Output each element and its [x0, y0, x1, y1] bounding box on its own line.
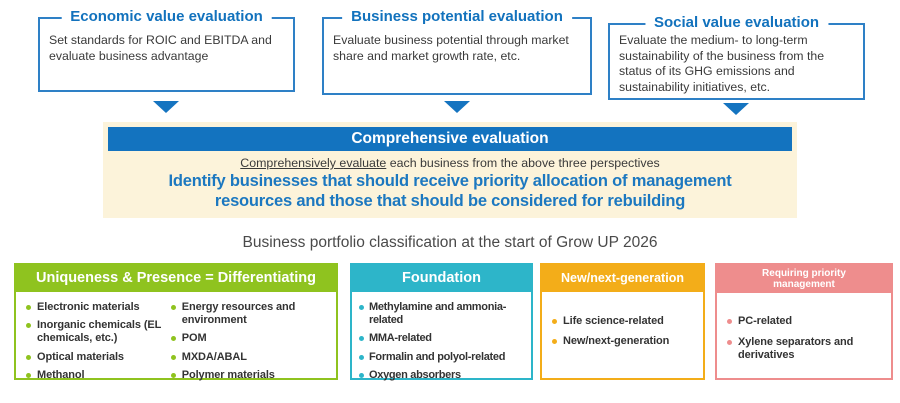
category-item: [727, 315, 887, 328]
category-item-label: Methylamine and ammonia-related: [369, 301, 507, 327]
category-item: [26, 351, 171, 364]
category-item-label: Oxygen absorbers: [369, 368, 461, 381]
bullet-icon: [171, 336, 176, 341]
category-item: [26, 369, 171, 382]
category-item: [359, 332, 529, 345]
category-differentiating-header: Uniqueness & Presence = Differentiating: [16, 265, 336, 292]
category-item: [171, 301, 334, 327]
economic-value-box: [38, 8, 295, 92]
comprehensive-header-bar: Comprehensive evaluation: [108, 127, 792, 151]
category-item-label: Polymer materials: [181, 368, 275, 381]
bullet-icon: [552, 339, 557, 344]
down-arrow-icon: [723, 103, 749, 115]
business-potential-box: [322, 8, 592, 95]
business-potential-title: Business potential evaluation: [342, 8, 572, 25]
comprehensive-subtitle-underlined: Comprehensively evaluate: [240, 156, 387, 170]
differentiating-column-2: [171, 301, 334, 387]
bullet-icon: [26, 355, 31, 360]
comprehensive-highlight-line1: Identify businesses that should receive priority allocation of management: [168, 172, 732, 190]
comprehensive-subtitle-rest: each business from the above three perspectives: [386, 156, 660, 170]
social-value-body: Evaluate the medium- to long-term sustainability of the business from the status of its GHG emissions and sustainability initiatives, etc.: [619, 33, 825, 95]
category-new-next-generation-header: New/next-generation: [542, 265, 703, 292]
category-item: [552, 315, 703, 328]
category-differentiating-body: [16, 292, 336, 387]
category-item: [171, 351, 334, 364]
category-item-label: Life science-related: [563, 314, 664, 327]
comprehensive-evaluation-panel: [103, 122, 797, 218]
bullet-icon: [171, 305, 176, 310]
category-item: [171, 332, 334, 345]
category-item: [359, 369, 529, 382]
category-item-label: New/next-generation: [563, 335, 670, 347]
category-item-label: Optical materials: [37, 350, 124, 363]
category-item-label: Formalin and polyol-related: [369, 350, 506, 363]
category-item: [171, 369, 334, 382]
category-item-label: Energy resources and environment: [181, 301, 296, 327]
bullet-icon: [727, 319, 732, 324]
bullet-icon: [552, 319, 557, 324]
category-item-label: POM: [181, 332, 207, 345]
comprehensive-highlight: [103, 172, 797, 212]
category-item: [26, 319, 171, 345]
bullet-icon: [359, 305, 364, 310]
down-arrow-icon: [153, 101, 179, 113]
category-item-label: PC-related: [738, 315, 793, 327]
category-item: [359, 301, 529, 327]
category-differentiating: [14, 263, 338, 380]
economic-value-title: Economic value evaluation: [61, 8, 272, 25]
category-requiring-priority-management: [715, 263, 893, 380]
category-item-label: Electronic materials: [37, 301, 140, 313]
bullet-icon: [171, 355, 176, 360]
category-item-label: MMA-related: [369, 332, 432, 345]
bullet-icon: [26, 373, 31, 378]
category-item: [26, 301, 171, 314]
category-item-label: Xylene separators and derivatives: [738, 336, 854, 362]
category-item-label: Methanol: [37, 368, 85, 381]
differentiating-column-1: [26, 301, 171, 387]
social-value-box: [608, 14, 865, 100]
category-foundation: [350, 263, 533, 380]
comprehensive-highlight-line2: resources and those that should be considered for rebuilding: [214, 191, 686, 210]
social-value-title: Social value evaluation: [645, 14, 828, 31]
category-requiring-priority-management-header: Requiring priority management: [717, 265, 891, 293]
bullet-icon: [26, 305, 31, 310]
bullet-icon: [727, 340, 732, 345]
bullet-icon: [359, 355, 364, 360]
portfolio-title: Business portfolio classification at the start of Grow UP 2026: [242, 234, 658, 251]
category-item: [727, 336, 887, 362]
category-item-label: Inorganic chemicals (EL chemicals, etc.): [37, 319, 162, 345]
category-foundation-body: [352, 292, 531, 382]
category-new-next-generation-body: [542, 292, 703, 378]
category-item: [359, 351, 529, 364]
category-item-label: MXDA/ABAL: [181, 350, 247, 363]
comprehensive-subtitle: [103, 156, 797, 170]
economic-value-body: Set standards for ROIC and EBITDA and evaluate business advantage: [49, 33, 272, 63]
category-requiring-priority-management-body: [717, 293, 891, 363]
business-potential-body: Evaluate business potential through market share and market growth rate, etc.: [333, 33, 569, 63]
bullet-icon: [359, 373, 364, 378]
category-foundation-header: Foundation: [352, 265, 531, 292]
category-item: [552, 335, 703, 348]
down-arrow-icon: [444, 101, 470, 113]
bullet-icon: [171, 373, 176, 378]
category-new-next-generation: [540, 263, 705, 380]
bullet-icon: [26, 323, 31, 328]
bullet-icon: [359, 336, 364, 341]
